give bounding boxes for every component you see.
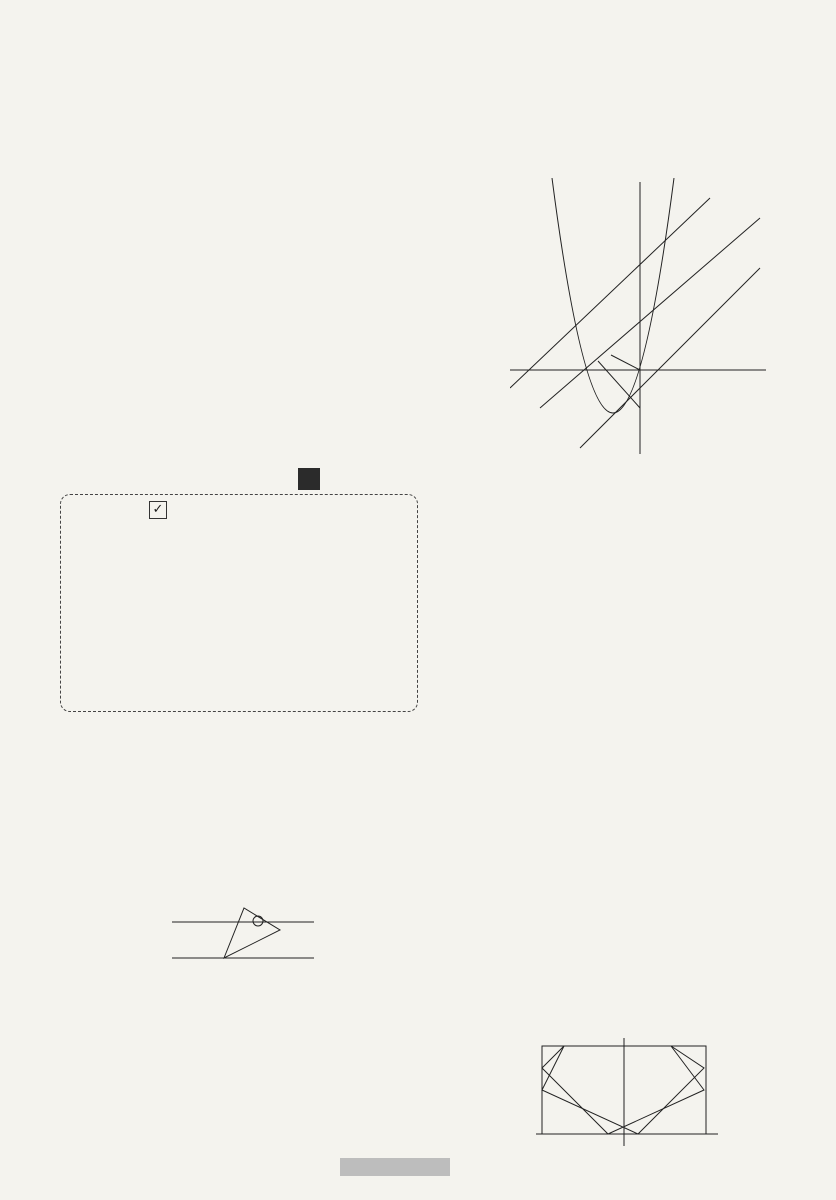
fill-blank-table: [69, 625, 403, 683]
segment-cq1: [611, 355, 640, 370]
set-number: [298, 468, 320, 490]
page-footer: [340, 1158, 510, 1176]
multiple-choice-table: [81, 550, 399, 596]
line-q2q3: [510, 198, 710, 388]
page-number: [340, 1158, 450, 1176]
ball-path-2: [542, 1046, 704, 1134]
ball-path: [542, 1046, 704, 1134]
triangle: [224, 908, 280, 958]
motion-path-figure: [528, 1032, 724, 1150]
checkmark-icon: ✓: [149, 501, 167, 519]
segment-ac: [598, 361, 640, 408]
parallel-lines-figure: [168, 906, 318, 968]
line-cq1: [580, 268, 760, 448]
quick-answer-box: [60, 494, 418, 712]
section-banner: [298, 468, 648, 490]
angle-mark: [253, 916, 263, 926]
parabola-graph: [510, 178, 770, 454]
